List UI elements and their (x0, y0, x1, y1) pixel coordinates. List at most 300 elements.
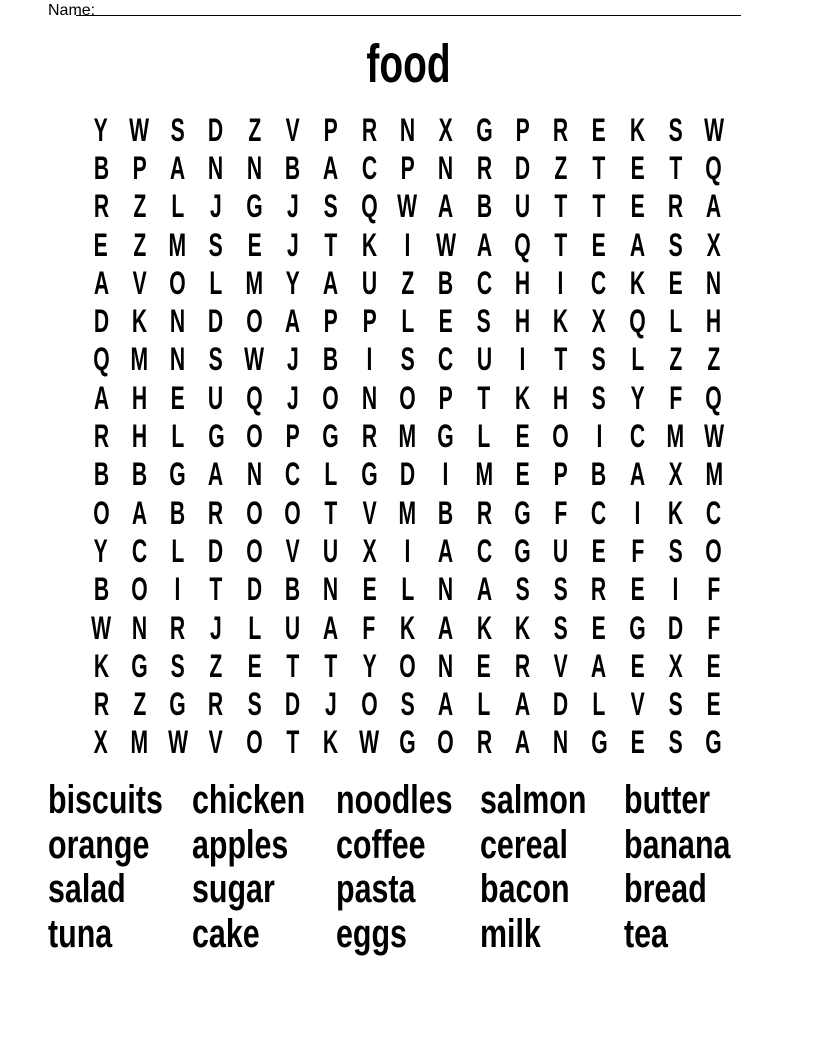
grid-letter: X (668, 456, 683, 493)
grid-letter: L (209, 264, 223, 301)
grid-letter: J (210, 188, 222, 225)
grid-letter: N (399, 111, 416, 148)
grid-letter: K (514, 609, 531, 646)
grid-letter: H (131, 379, 148, 416)
grid-letter: E (706, 686, 721, 723)
grid-letter: X (438, 111, 453, 148)
grid-letter: O (246, 532, 263, 569)
grid-letter: P (362, 303, 377, 340)
grid-letter: D (514, 149, 531, 186)
grid-letter: E (630, 149, 645, 186)
grid-letter: O (705, 532, 723, 569)
grid-letter: C (285, 456, 301, 493)
grid-letter: P (285, 418, 300, 455)
grid-letter: G (322, 418, 340, 455)
grid-letter: G (207, 418, 225, 455)
grid-letter: Y (362, 647, 377, 684)
grid-letter: E (630, 571, 645, 608)
name-field (48, 0, 95, 20)
grid-letter: Q (514, 226, 531, 263)
word-list-item: apples (192, 822, 289, 867)
grid-letter: X (668, 647, 683, 684)
grid-letter: N (361, 379, 377, 416)
grid-letter: G (399, 724, 416, 761)
name-line[interactable] (76, 15, 741, 16)
grid-letter: R (476, 724, 492, 761)
grid-letter: C (476, 264, 492, 301)
grid-letter: U (553, 532, 569, 569)
grid-letter: F (669, 379, 683, 416)
grid-letter: F (707, 609, 721, 646)
grid-letter: T (209, 571, 223, 608)
grid-letter: O (284, 494, 301, 531)
word-list-item: coffee (336, 822, 426, 867)
word-list-item: chicken (192, 778, 306, 822)
grid-letter: R (93, 188, 109, 225)
grid-letter: B (131, 456, 148, 493)
grid-letter: R (361, 418, 377, 455)
grid-letter: D (667, 609, 684, 646)
grid-letter: N (706, 264, 722, 301)
grid-letter: A (285, 303, 301, 340)
grid-letter: S (400, 686, 415, 723)
grid-letter: N (438, 571, 454, 608)
grid-letter: N (246, 149, 262, 186)
grid-letter: E (515, 456, 530, 493)
grid-letter: E (247, 226, 262, 263)
grid-letter: N (323, 571, 339, 608)
grid-letter: S (247, 686, 262, 723)
grid-letter: M (168, 226, 187, 263)
grid-letter: A (170, 149, 186, 186)
grid-letter: Z (132, 226, 146, 263)
grid-letter: A (514, 724, 531, 761)
grid-letter: G (131, 647, 148, 684)
grid-letter: B (285, 149, 301, 186)
grid-letter: G (475, 111, 493, 148)
grid-letter: Y (630, 379, 645, 416)
grid-letter: X (706, 226, 721, 263)
grid-letter: R (553, 111, 569, 148)
word-list-item: pasta (336, 867, 416, 912)
grid-letter: P (400, 149, 415, 186)
grid-letter: T (554, 188, 568, 225)
grid-letter: A (438, 686, 454, 723)
grid-letter: W (91, 609, 112, 646)
grid-letter: S (477, 303, 492, 340)
grid-letter: T (286, 724, 300, 761)
grid-letter: Q (246, 379, 263, 416)
grid-letter: P (438, 379, 453, 416)
grid-letter: P (553, 456, 568, 493)
grid-letter: E (630, 188, 645, 225)
grid-letter: N (246, 456, 262, 493)
grid-letter: L (171, 188, 185, 225)
word-list-item: salad (48, 867, 126, 912)
grid-letter: W (703, 418, 724, 455)
grid-letter: A (323, 609, 339, 646)
grid-letter: K (323, 724, 339, 761)
grid-letter: I (672, 571, 679, 608)
grid-letter: E (438, 303, 453, 340)
grid-letter: I (174, 571, 181, 608)
grid-letter: M (475, 456, 493, 493)
grid-letter: D (208, 111, 224, 148)
word-list (48, 778, 768, 957)
grid-letter: I (404, 226, 411, 263)
grid-letter: Q (629, 303, 646, 340)
grid-letter: Z (669, 341, 683, 378)
grid-letter: I (519, 341, 526, 378)
grid-letter: C (131, 532, 148, 569)
grid-letter: L (477, 418, 491, 455)
grid-letter: A (93, 379, 109, 416)
grid-letter: I (596, 418, 602, 455)
grid-letter: B (285, 571, 301, 608)
grid-letter: O (246, 724, 263, 761)
grid-letter: B (93, 456, 109, 493)
grid-letter: G (169, 686, 186, 723)
grid-letter: C (591, 264, 607, 301)
grid-letter: K (131, 303, 148, 340)
grid-letter: B (170, 494, 186, 531)
grid-letter: J (210, 609, 222, 646)
grid-letter: G (514, 494, 531, 531)
grid-letter: K (514, 379, 531, 416)
grid-letter: D (208, 532, 224, 569)
grid-letter: T (592, 188, 606, 225)
grid-letter: X (591, 303, 607, 340)
grid-letter: N (438, 149, 454, 186)
grid-letter: J (286, 226, 299, 263)
grid-letter: G (361, 456, 378, 493)
grid-letter: Y (285, 264, 300, 301)
grid-letter: Z (209, 647, 223, 684)
grid-letter: E (247, 647, 262, 684)
grid-letter: N (208, 149, 224, 186)
grid-letter: W (703, 111, 724, 148)
word-list-item: milk (480, 912, 541, 957)
grid-letter: C (591, 494, 607, 531)
grid-letter: L (592, 686, 606, 723)
grid-letter: L (171, 418, 185, 455)
grid-letter: K (399, 609, 416, 646)
word-list-item: eggs (336, 912, 407, 957)
grid-letter: D (553, 686, 569, 723)
word-list-item: bread (624, 867, 707, 912)
grid-letter: B (93, 571, 109, 608)
grid-letter: E (591, 609, 607, 646)
grid-letter: C (438, 341, 454, 378)
grid-letter: H (514, 264, 531, 301)
grid-letter: Y (94, 111, 109, 148)
grid-letter: V (132, 264, 147, 301)
name-label: Name: (48, 2, 96, 19)
grid-letter: M (398, 418, 417, 455)
grid-letter: Q (92, 341, 110, 378)
grid-letter: E (94, 226, 109, 263)
grid-letter: G (629, 609, 646, 646)
grid-letter: S (591, 379, 607, 416)
grid-letter: K (629, 264, 645, 301)
grid-letter: O (169, 264, 186, 301)
grid-letter: N (170, 341, 186, 378)
grid-letter: H (131, 418, 148, 455)
grid-letter: R (476, 494, 492, 531)
grid-letter: A (438, 188, 454, 225)
grid-letter: Z (401, 264, 414, 301)
word-list-item: biscuits (48, 778, 163, 822)
grid-letter: T (554, 226, 568, 263)
grid-letter: Z (707, 341, 721, 378)
grid-letter: P (132, 149, 147, 186)
grid-letter: U (476, 341, 492, 378)
grid-letter: T (554, 341, 568, 378)
grid-letter: S (208, 226, 224, 263)
grid-letter: D (246, 571, 262, 608)
grid-letter: B (323, 341, 339, 378)
grid-letter: X (94, 724, 109, 761)
grid-letter: M (398, 494, 417, 531)
grid-letter: K (629, 111, 645, 148)
grid-letter: I (634, 494, 641, 531)
grid-letter: O (437, 724, 455, 761)
word-list-item: sugar (192, 867, 275, 912)
grid-letter: H (514, 303, 531, 340)
grid-letter: O (246, 303, 263, 340)
grid-letter: I (404, 532, 411, 569)
grid-letter: W (129, 111, 150, 148)
grid-letter: R (93, 418, 109, 455)
grid-letter: C (706, 494, 722, 531)
grid-letter: F (554, 494, 568, 531)
grid-letter: R (476, 149, 492, 186)
grid-letter: I (366, 341, 373, 378)
grid-letter: N (131, 609, 148, 646)
grid-letter: T (477, 379, 491, 416)
grid-letter: R (208, 494, 224, 531)
grid-letter: J (286, 188, 299, 225)
word-list-item: tuna (48, 912, 113, 957)
grid-letter: C (629, 418, 645, 455)
grid-letter: Z (247, 111, 261, 148)
grid-letter: V (553, 647, 568, 684)
grid-letter: O (246, 418, 263, 455)
grid-letter: A (93, 264, 109, 301)
word-list-item: salmon (480, 778, 587, 822)
grid-letter: O (246, 494, 263, 531)
grid-letter: A (208, 456, 224, 493)
grid-letter: W (359, 724, 380, 761)
grid-letter: S (553, 609, 568, 646)
grid-letter: F (707, 571, 721, 608)
grid-letter: M (130, 724, 149, 761)
grid-letter: L (171, 532, 185, 569)
grid-letter: D (399, 456, 416, 493)
grid-letter: P (323, 111, 338, 148)
grid-letter: Q (705, 149, 723, 186)
grid-letter: K (667, 494, 684, 531)
grid-letter: F (630, 532, 644, 569)
grid-letter: S (668, 686, 683, 723)
grid-letter: J (325, 686, 337, 723)
grid-letter: O (399, 647, 416, 684)
grid-letter: F (362, 609, 376, 646)
grid-letter: E (706, 647, 721, 684)
grid-letter: W (244, 341, 265, 378)
grid-letter: O (399, 379, 416, 416)
grid-letter: S (553, 571, 568, 608)
grid-letter: G (590, 724, 608, 761)
grid-letter: S (400, 341, 415, 378)
grid-letter: T (324, 226, 338, 263)
grid-letter: T (324, 647, 338, 684)
grid-letter: G (514, 532, 531, 569)
grid-letter: S (170, 111, 185, 148)
grid-letter: T (592, 149, 606, 186)
grid-letter: R (591, 571, 607, 608)
grid-letter: T (286, 647, 300, 684)
grid-letter: U (514, 188, 531, 225)
grid-letter: O (361, 686, 378, 723)
grid-letter: L (630, 341, 644, 378)
grid-letter: A (629, 456, 645, 493)
grid-letter: A (323, 149, 339, 186)
grid-letter: A (131, 494, 148, 531)
grid-letter: V (285, 111, 300, 148)
grid-letter: M (245, 264, 264, 301)
grid-letter: W (397, 188, 418, 225)
grid-letter: I (442, 456, 449, 493)
grid-letter: J (286, 341, 299, 378)
grid-letter: S (323, 188, 338, 225)
grid-letter: A (476, 571, 492, 608)
grid-letter: L (324, 456, 338, 493)
grid-letter: S (208, 341, 224, 378)
grid-letter: K (361, 226, 377, 263)
word-list-item: orange (48, 822, 150, 867)
grid-letter: T (669, 149, 683, 186)
grid-letter: G (246, 188, 263, 225)
grid-letter: G (705, 724, 723, 761)
grid-letter: V (362, 494, 377, 531)
grid-letter: A (591, 647, 607, 684)
grid-letter: R (170, 609, 186, 646)
grid-letter: R (208, 686, 224, 723)
grid-letter: A (514, 686, 531, 723)
grid-letter: S (668, 724, 683, 761)
word-list-item: tea (624, 912, 668, 957)
word-list-item: cake (192, 912, 260, 957)
grid-letter: M (705, 456, 723, 493)
grid-letter: E (591, 226, 607, 263)
grid-letter: L (477, 686, 491, 723)
grid-letter: W (435, 226, 456, 263)
grid-letter: Q (361, 188, 378, 225)
grid-letter: S (515, 571, 530, 608)
grid-letter: H (553, 379, 569, 416)
word-list-item: cereal (480, 822, 568, 867)
word-search-grid (82, 111, 733, 762)
grid-letter: A (438, 609, 454, 646)
grid-letter: O (131, 571, 148, 608)
word-list-item: butter (624, 778, 711, 822)
grid-letter: J (286, 379, 299, 416)
grid-letter: L (669, 303, 683, 340)
grid-letter: R (361, 111, 377, 148)
grid-letter: P (323, 303, 338, 340)
grid-letter: K (476, 609, 492, 646)
grid-letter: L (247, 609, 261, 646)
grid-letter: V (285, 532, 300, 569)
grid-letter: U (323, 532, 339, 569)
grid-letter: B (438, 264, 454, 301)
grid-letter: V (630, 686, 645, 723)
grid-letter: A (706, 188, 722, 225)
grid-letter: N (170, 303, 186, 340)
grid-letter: M (666, 418, 685, 455)
grid-letter: S (668, 226, 683, 263)
grid-letter: E (668, 264, 683, 301)
grid-letter: G (437, 418, 455, 455)
grid-letter: U (285, 609, 301, 646)
grid-letter: O (552, 418, 569, 455)
grid-letter: D (93, 303, 109, 340)
word-list-item: banana (624, 822, 731, 867)
grid-letter: L (401, 303, 414, 340)
grid-letter: E (630, 647, 645, 684)
grid-letter: O (92, 494, 110, 531)
grid-letter: E (515, 418, 530, 455)
grid-letter: E (477, 647, 492, 684)
word-list-item: noodles (336, 778, 453, 822)
grid-letter: R (514, 647, 531, 684)
grid-letter: R (93, 686, 109, 723)
grid-letter: D (285, 686, 301, 723)
grid-letter: A (629, 226, 645, 263)
grid-letter: M (130, 341, 149, 378)
grid-letter: L (401, 571, 414, 608)
grid-letter: I (557, 264, 564, 301)
grid-letter: A (476, 226, 492, 263)
grid-letter: E (591, 111, 607, 148)
grid-letter: A (438, 532, 454, 569)
grid-letter: U (208, 379, 224, 416)
grid-letter: N (438, 647, 454, 684)
grid-letter: O (322, 379, 340, 416)
grid-letter: C (361, 149, 377, 186)
grid-letter: Y (94, 532, 109, 569)
grid-letter: A (323, 264, 339, 301)
grid-letter: E (630, 724, 645, 761)
grid-letter: X (362, 532, 377, 569)
grid-letter: V (208, 724, 224, 761)
grid-letter: B (93, 149, 109, 186)
grid-letter: D (208, 303, 224, 340)
grid-letter: U (361, 264, 377, 301)
grid-letter: B (476, 188, 492, 225)
grid-letter: E (591, 532, 607, 569)
grid-letter: Z (132, 686, 146, 723)
grid-letter: Z (132, 188, 146, 225)
grid-letter: R (667, 188, 684, 225)
grid-letter: S (668, 532, 683, 569)
grid-letter: E (170, 379, 185, 416)
grid-letter: W (167, 724, 188, 761)
grid-letter: S (170, 647, 185, 684)
word-list-item: bacon (480, 867, 570, 912)
page-title: food (365, 34, 451, 94)
